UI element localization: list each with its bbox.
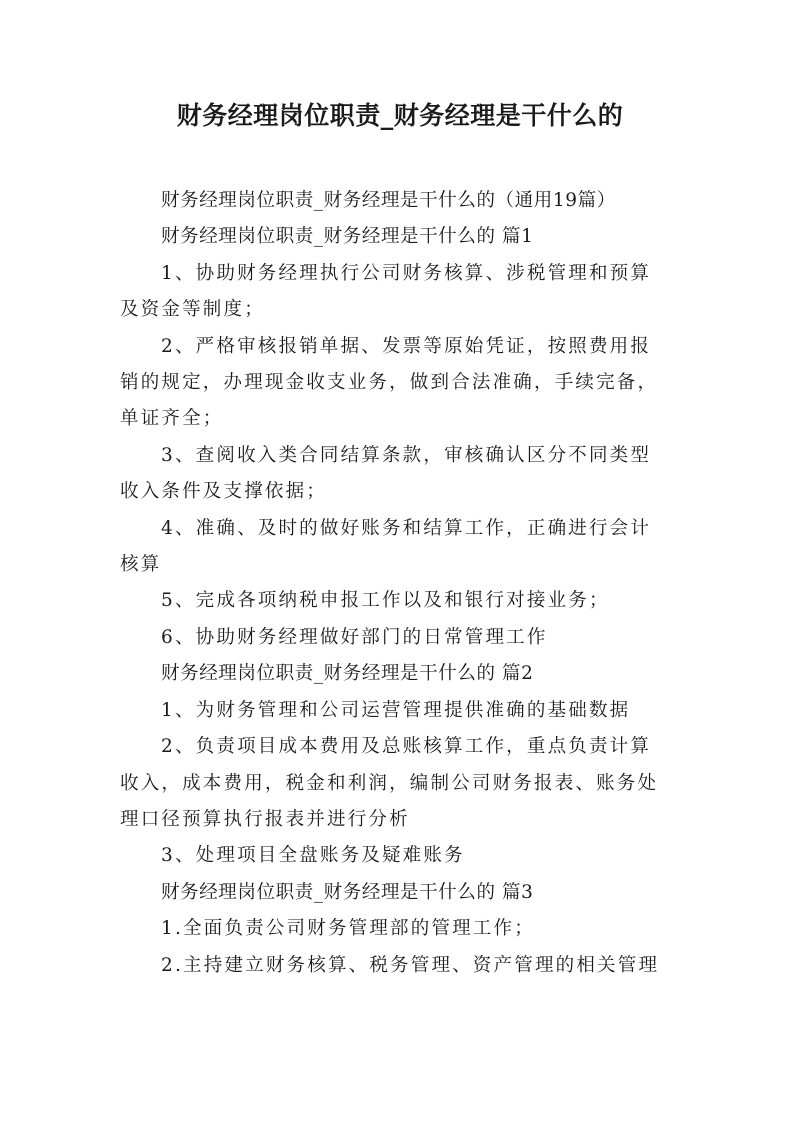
document-title: 财务经理岗位职责_财务经理是干什么的 bbox=[176, 101, 624, 130]
text-line: 收入条件及支撑依据； bbox=[120, 481, 328, 503]
text-line: 核算 bbox=[120, 554, 162, 576]
text-line: 2.主持建立财务核算、税务管理、资产管理的相关管理 bbox=[161, 954, 660, 976]
list-item bbox=[120, 438, 692, 511]
text-line: 财务经理岗位职责_财务经理是干什么的 篇1 bbox=[161, 226, 534, 248]
text-line: 及资金等制度； bbox=[120, 299, 265, 321]
text-line: 3、查阅收入类合同结算条款，审核确认区分不同类型 bbox=[161, 444, 652, 466]
text-line: 单证齐全； bbox=[120, 408, 224, 430]
list-item bbox=[120, 329, 692, 438]
text-line: 财务经理岗位职责_财务经理是干什么的（通用19篇） bbox=[161, 190, 616, 211]
list-item bbox=[120, 256, 692, 329]
text-line: 财务经理岗位职责_财务经理是干什么的 篇2 bbox=[161, 663, 534, 685]
section-heading bbox=[120, 183, 692, 219]
text-line: 5、完成各项纳税申报工作以及和银行对接业务； bbox=[161, 590, 610, 612]
list-item bbox=[120, 729, 692, 838]
text-line: 2、负责项目成本费用及总账核算工作，重点负责计算 bbox=[161, 736, 652, 758]
list-item bbox=[120, 948, 692, 984]
text-line: 3、处理项目全盘账务及疑难账务 bbox=[161, 845, 465, 867]
text-line: 收入，成本费用，税金和利润，编制公司财务报表、账务处 bbox=[120, 772, 659, 794]
text-line: 4、准确、及时的做好账务和结算工作，正确进行会计 bbox=[161, 517, 652, 539]
list-item bbox=[120, 911, 692, 947]
section-heading bbox=[120, 219, 692, 255]
document-body bbox=[120, 183, 692, 984]
text-line: 销的规定，办理现金收支业务，做到合法准确，手续完备， bbox=[120, 372, 659, 394]
text-line: 1、协助财务经理执行公司财务核算、涉税管理和预算 bbox=[161, 262, 652, 284]
text-line: 财务经理岗位职责_财务经理是干什么的 篇3 bbox=[161, 881, 534, 903]
section-heading bbox=[120, 875, 692, 911]
list-item bbox=[120, 511, 692, 584]
list-item bbox=[120, 838, 692, 874]
section-heading bbox=[120, 656, 692, 692]
text-line: 2、严格审核报销单据、发票等原始凭证，按照费用报 bbox=[161, 335, 652, 357]
text-line: 理口径预算执行报表并进行分析 bbox=[120, 808, 410, 830]
text-line: 1、为财务管理和公司运营管理提供准确的基础数据 bbox=[161, 699, 631, 721]
list-item bbox=[120, 583, 692, 619]
list-item bbox=[120, 693, 692, 729]
list-item bbox=[120, 620, 692, 656]
text-line: 6、协助财务经理做好部门的日常管理工作 bbox=[161, 626, 548, 648]
text-line: 1.全面负责公司财务管理部的管理工作； bbox=[161, 918, 535, 940]
